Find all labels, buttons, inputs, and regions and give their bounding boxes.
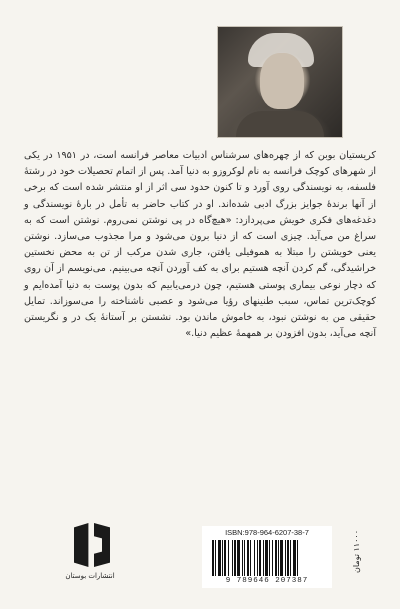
book-description: کریستیان بوبن که از چهره‌های سرشناس ادبیات معاصر فرانسه است، در ۱۹۵۱ در یکی از شهرهای کوچک فرانسه به نام لوکروزو به دنیا آمد. پس از اتمام تحصیلات خود در رشتهٔ فلسفه، به نویسندگی روی آورد و تا کنون حدود سی اثر از او منتشر شده است که برخی از آنها برندهٔ جوایز بزرگ ادبی شده‌اند. او در کتاب حاضر به تأمل در بارهٔ نویسندگی و دغدغه‌های فکری خویش می‌پردازد: «هیچ‌گاه در پی نوشتن نمی‌روم. نوشتن است که به سراغ من می‌آید. چیزی است که از دنیا برون می‌شود و مرا مجذوب می‌سازد. نوشتن یعنی خویشتن را مبتلا به هموفیلی یافتن، جاری شدن مرکب از تن به محض نخستین خراشیدگی، گم کردن آنچه هستیم برای به کف آوردن آنچه می‌بینیم. می‌نویسم از آن روی که دچار نوعی بیماری پوستی هستیم، چون درمی‌یابیم که بدون پوست به دنیا آمده‌ایم و کوچک‌ترین تماس، سبب طنینهای رؤیا می‌شود و عصبی ناشناخته را می‌سوزاند. تمایل حقیقی من به نوشتن نبود، به خاموش ماندن بود. نشستن بر آستانهٔ یک در و نگریستن آنچه می‌آید، بدون افزودن بر همهمهٔ عظیم دنیا.» [24, 150, 376, 340]
isbn-block [202, 526, 332, 588]
barcode-bar [298, 540, 300, 576]
price-label: ۱۱۰۰۰ تومان [352, 530, 361, 573]
logo-right-shape [90, 523, 110, 567]
barcode-number: 9 789646 207387 [225, 577, 309, 585]
publisher-name: انتشارات بوستان [65, 572, 115, 580]
barcode [212, 540, 322, 576]
isbn-label: ISBN:978-964-6207-38-7 [225, 528, 309, 537]
portrait-collar [236, 111, 324, 137]
author-portrait [218, 27, 342, 137]
portrait-face [260, 53, 304, 109]
publisher-logo [62, 523, 118, 593]
